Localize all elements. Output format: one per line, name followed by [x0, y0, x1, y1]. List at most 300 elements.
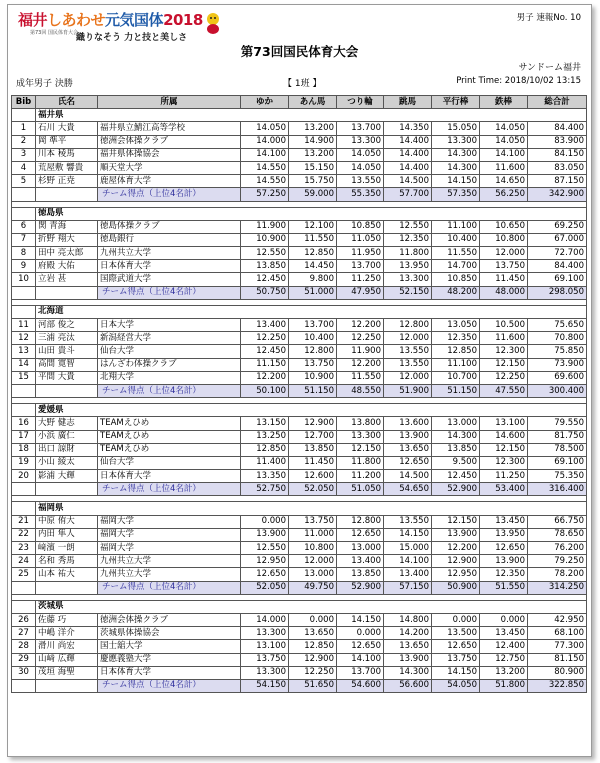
athlete-row — [12, 273, 587, 286]
prefecture-row — [12, 207, 587, 220]
athlete-total: 79.550 — [528, 417, 587, 430]
bib-number: 28 — [12, 640, 36, 653]
team-apparatus-score: 57.700 — [384, 188, 432, 201]
team-spacer-cell — [36, 384, 98, 397]
apparatus-score: 10.800 — [289, 542, 337, 555]
apparatus-score: 12.950 — [241, 555, 289, 568]
athlete-row — [12, 135, 587, 148]
apparatus-score: 14.900 — [289, 135, 337, 148]
athlete-row — [12, 430, 587, 443]
apparatus-score: 11.100 — [432, 220, 480, 233]
apparatus-score: 12.650 — [432, 640, 480, 653]
apparatus-score: 13.700 — [289, 319, 337, 332]
apparatus-score: 12.800 — [289, 345, 337, 358]
affiliation: TEAMえひめ — [98, 443, 241, 456]
athlete-name: 田中 亮太郎 — [36, 247, 98, 260]
apparatus-score: 14.600 — [480, 430, 528, 443]
team-apparatus-score: 54.150 — [241, 679, 289, 692]
logo-title-part: しあわせ — [47, 11, 106, 29]
team-total: 322.850 — [528, 679, 587, 692]
affiliation: 九州共立大学 — [98, 555, 241, 568]
athlete-row — [12, 319, 587, 332]
apparatus-score: 13.700 — [337, 260, 384, 273]
column-header: ゆか — [241, 96, 289, 109]
team-spacer-cell — [12, 286, 36, 299]
prefecture-spacer-cell — [12, 404, 36, 417]
team-score-label: チーム得点（上位4名計） — [98, 286, 241, 299]
team-apparatus-score: 57.150 — [384, 581, 432, 594]
apparatus-score: 11.250 — [337, 273, 384, 286]
apparatus-score: 13.850 — [289, 443, 337, 456]
apparatus-score: 12.900 — [289, 417, 337, 430]
apparatus-score: 13.300 — [432, 135, 480, 148]
bib-number: 18 — [12, 443, 36, 456]
apparatus-score: 11.100 — [432, 358, 480, 371]
athlete-total: 68.100 — [528, 627, 587, 640]
team-apparatus-score: 52.900 — [432, 483, 480, 496]
column-header: Bib — [12, 96, 36, 109]
apparatus-score: 12.300 — [480, 456, 528, 469]
affiliation: はんざわ体操クラブ — [98, 358, 241, 371]
affiliation: 国際武道大学 — [98, 273, 241, 286]
page-title: 第73回国民体育大会 — [240, 44, 359, 59]
apparatus-score: 12.850 — [432, 345, 480, 358]
apparatus-score: 0.000 — [480, 613, 528, 626]
athlete-row — [12, 640, 587, 653]
apparatus-score: 13.300 — [241, 666, 289, 679]
apparatus-score: 13.850 — [432, 443, 480, 456]
athlete-row — [12, 247, 587, 260]
athlete-total: 67.000 — [528, 233, 587, 246]
bib-number: 7 — [12, 233, 36, 246]
affiliation: TEAMえひめ — [98, 430, 241, 443]
team-total: 298.050 — [528, 286, 587, 299]
athlete-total: 66.750 — [528, 515, 587, 528]
athlete-name: 滑川 尚宏 — [36, 640, 98, 653]
apparatus-score: 12.350 — [432, 332, 480, 345]
athlete-total: 69.100 — [528, 273, 587, 286]
apparatus-score: 14.000 — [241, 135, 289, 148]
bib-number: 15 — [12, 371, 36, 384]
logo-slogan: 織りなそう 力と技と美しさ — [76, 33, 188, 43]
athlete-total: 78.200 — [528, 568, 587, 581]
team-apparatus-score: 49.750 — [289, 581, 337, 594]
prefecture-spacer-cell — [12, 305, 36, 318]
apparatus-score: 10.700 — [432, 371, 480, 384]
prefecture-spacer-cell — [12, 600, 36, 613]
athlete-row — [12, 371, 587, 384]
affiliation: 慶應義塾大学 — [98, 653, 241, 666]
apparatus-score: 13.200 — [480, 666, 528, 679]
athlete-row — [12, 456, 587, 469]
apparatus-score: 10.500 — [480, 319, 528, 332]
apparatus-score: 12.150 — [480, 358, 528, 371]
apparatus-score: 13.650 — [384, 443, 432, 456]
apparatus-score: 0.000 — [241, 515, 289, 528]
apparatus-score: 11.450 — [289, 456, 337, 469]
team-apparatus-score: 51.150 — [432, 384, 480, 397]
apparatus-score: 12.100 — [289, 220, 337, 233]
logo-subtitle: 第73回 国民体育大会 — [30, 30, 78, 36]
apparatus-score: 11.250 — [480, 470, 528, 483]
athlete-row — [12, 122, 587, 135]
apparatus-score: 12.950 — [432, 568, 480, 581]
apparatus-score: 13.650 — [289, 627, 337, 640]
affiliation: 日本体育大学 — [98, 470, 241, 483]
apparatus-score: 13.900 — [241, 528, 289, 541]
apparatus-score: 13.300 — [337, 135, 384, 148]
athlete-total: 69.600 — [528, 371, 587, 384]
apparatus-score: 12.850 — [289, 247, 337, 260]
athlete-total: 42.950 — [528, 613, 587, 626]
apparatus-score: 15.150 — [289, 161, 337, 174]
apparatus-score: 11.600 — [480, 332, 528, 345]
apparatus-score: 12.200 — [432, 542, 480, 555]
team-apparatus-score: 53.400 — [480, 483, 528, 496]
apparatus-score: 12.000 — [289, 555, 337, 568]
apparatus-score: 12.150 — [480, 443, 528, 456]
apparatus-score: 0.000 — [289, 613, 337, 626]
team-apparatus-score: 51.550 — [480, 581, 528, 594]
team-apparatus-score: 51.800 — [480, 679, 528, 692]
apparatus-score: 13.900 — [480, 555, 528, 568]
apparatus-score: 11.900 — [337, 345, 384, 358]
apparatus-score: 14.500 — [384, 175, 432, 188]
mascot-icon — [203, 11, 223, 35]
apparatus-score: 12.600 — [289, 470, 337, 483]
apparatus-score: 13.900 — [384, 653, 432, 666]
team-apparatus-score: 52.050 — [289, 483, 337, 496]
group-label: 【 1班 】 — [283, 79, 322, 89]
bib-number: 26 — [12, 613, 36, 626]
bib-number: 16 — [12, 417, 36, 430]
apparatus-score: 9.800 — [289, 273, 337, 286]
team-apparatus-score: 48.200 — [432, 286, 480, 299]
apparatus-score: 11.000 — [289, 528, 337, 541]
team-apparatus-score: 57.350 — [432, 188, 480, 201]
apparatus-score: 13.400 — [337, 555, 384, 568]
apparatus-score: 12.650 — [480, 542, 528, 555]
apparatus-score: 12.200 — [337, 358, 384, 371]
athlete-total: 83.900 — [528, 135, 587, 148]
athlete-row — [12, 542, 587, 555]
team-apparatus-score: 55.350 — [337, 188, 384, 201]
apparatus-score: 13.000 — [337, 542, 384, 555]
apparatus-score: 14.200 — [384, 627, 432, 640]
apparatus-score: 12.250 — [289, 666, 337, 679]
apparatus-score: 14.150 — [337, 613, 384, 626]
athlete-total: 81.750 — [528, 430, 587, 443]
athlete-row — [12, 161, 587, 174]
team-total: 300.400 — [528, 384, 587, 397]
athlete-row — [12, 358, 587, 371]
team-apparatus-score: 51.900 — [384, 384, 432, 397]
apparatus-score: 12.000 — [384, 371, 432, 384]
apparatus-score: 13.750 — [241, 653, 289, 666]
bib-number: 25 — [12, 568, 36, 581]
apparatus-score: 12.650 — [241, 568, 289, 581]
athlete-total: 69.100 — [528, 456, 587, 469]
apparatus-score: 13.300 — [337, 430, 384, 443]
athlete-total: 73.900 — [528, 358, 587, 371]
affiliation: 福岡大学 — [98, 542, 241, 555]
apparatus-score: 14.550 — [241, 175, 289, 188]
athlete-row — [12, 568, 587, 581]
bib-number: 20 — [12, 470, 36, 483]
athlete-row — [12, 345, 587, 358]
athlete-name: 佐藤 巧 — [36, 613, 98, 626]
apparatus-score: 13.800 — [337, 417, 384, 430]
team-spacer-cell — [12, 188, 36, 201]
apparatus-score: 12.250 — [241, 332, 289, 345]
apparatus-score: 14.050 — [337, 161, 384, 174]
apparatus-score: 11.800 — [337, 456, 384, 469]
bib-number: 22 — [12, 528, 36, 541]
athlete-name: 出口 諒財 — [36, 443, 98, 456]
apparatus-score: 14.100 — [337, 653, 384, 666]
apparatus-score: 12.800 — [337, 515, 384, 528]
team-spacer-cell — [36, 483, 98, 496]
apparatus-score: 11.550 — [432, 247, 480, 260]
apparatus-score: 13.100 — [480, 417, 528, 430]
athlete-total: 69.250 — [528, 220, 587, 233]
event-label: 成年男子 決勝 — [16, 79, 73, 89]
athlete-total: 75.850 — [528, 345, 587, 358]
apparatus-score: 14.550 — [241, 161, 289, 174]
athlete-row — [12, 220, 587, 233]
athlete-name: 河部 俊之 — [36, 319, 98, 332]
apparatus-score: 14.150 — [432, 666, 480, 679]
apparatus-score: 13.400 — [384, 568, 432, 581]
apparatus-score: 14.000 — [241, 613, 289, 626]
athlete-total: 76.200 — [528, 542, 587, 555]
prefecture-name: 北海道 — [36, 305, 587, 318]
apparatus-score: 14.400 — [384, 135, 432, 148]
athlete-total: 70.800 — [528, 332, 587, 345]
apparatus-score: 12.150 — [337, 443, 384, 456]
team-score-label: チーム得点（上位4名計） — [98, 679, 241, 692]
affiliation: 徳島体操クラブ — [98, 220, 241, 233]
team-apparatus-score: 54.600 — [337, 679, 384, 692]
prefecture-name: 愛媛県 — [36, 404, 587, 417]
athlete-name: 内田 隼人 — [36, 528, 98, 541]
prefecture-row — [12, 600, 587, 613]
athlete-name: 山田 貴斗 — [36, 345, 98, 358]
apparatus-score: 13.550 — [384, 515, 432, 528]
affiliation: TEAMえひめ — [98, 417, 241, 430]
column-header: 所属 — [98, 96, 241, 109]
team-apparatus-score: 59.000 — [289, 188, 337, 201]
athlete-row — [12, 233, 587, 246]
apparatus-score: 14.300 — [432, 161, 480, 174]
athlete-total: 84.150 — [528, 148, 587, 161]
team-score-label: チーム得点（上位4名計） — [98, 188, 241, 201]
athlete-row — [12, 470, 587, 483]
athlete-row — [12, 653, 587, 666]
venue: サンドーム福井 — [518, 63, 581, 73]
team-spacer-cell — [12, 679, 36, 692]
team-score-row — [12, 188, 587, 201]
apparatus-score: 10.400 — [289, 332, 337, 345]
affiliation: 北翔大学 — [98, 371, 241, 384]
apparatus-score: 11.550 — [337, 371, 384, 384]
athlete-name: 三浦 亮汰 — [36, 332, 98, 345]
apparatus-score: 12.150 — [432, 515, 480, 528]
apparatus-score: 11.900 — [241, 220, 289, 233]
team-score-row — [12, 286, 587, 299]
prefecture-spacer-cell — [12, 109, 36, 122]
affiliation: 国士舘大学 — [98, 640, 241, 653]
affiliation: 徳島銀行 — [98, 233, 241, 246]
prefecture-name: 徳島県 — [36, 207, 587, 220]
apparatus-score: 14.300 — [432, 430, 480, 443]
team-total: 342.900 — [528, 188, 587, 201]
athlete-name: 大野 健志 — [36, 417, 98, 430]
apparatus-score: 13.750 — [480, 260, 528, 273]
prefecture-name: 茨城県 — [36, 600, 587, 613]
athlete-total: 87.150 — [528, 175, 587, 188]
affiliation: 徳洲会体操クラブ — [98, 135, 241, 148]
apparatus-score: 14.350 — [384, 122, 432, 135]
team-total: 316.400 — [528, 483, 587, 496]
apparatus-score: 14.800 — [384, 613, 432, 626]
apparatus-score: 0.000 — [432, 613, 480, 626]
bib-number: 3 — [12, 148, 36, 161]
affiliation: 日本大学 — [98, 319, 241, 332]
affiliation: 茨城県体操協会 — [98, 627, 241, 640]
apparatus-score: 11.050 — [337, 233, 384, 246]
athlete-row — [12, 175, 587, 188]
athlete-row — [12, 555, 587, 568]
apparatus-score: 12.900 — [432, 555, 480, 568]
bib-number: 8 — [12, 247, 36, 260]
bib-number: 11 — [12, 319, 36, 332]
athlete-row — [12, 613, 587, 626]
team-apparatus-score: 51.650 — [289, 679, 337, 692]
prefecture-name: 福岡県 — [36, 502, 587, 515]
apparatus-score: 12.550 — [384, 220, 432, 233]
apparatus-score: 12.650 — [337, 640, 384, 653]
logo-title-part: 2018 — [163, 11, 203, 29]
bib-number: 21 — [12, 515, 36, 528]
athlete-row — [12, 417, 587, 430]
apparatus-score: 11.600 — [480, 161, 528, 174]
prefecture-row — [12, 502, 587, 515]
prefecture-row — [12, 305, 587, 318]
team-apparatus-score: 57.250 — [241, 188, 289, 201]
results-body — [12, 109, 587, 693]
table-header-row — [12, 96, 587, 109]
team-apparatus-score: 51.000 — [289, 286, 337, 299]
athlete-name: 川本 稜馬 — [36, 148, 98, 161]
athlete-total: 83.050 — [528, 161, 587, 174]
apparatus-score: 14.050 — [480, 122, 528, 135]
column-header: つり輪 — [337, 96, 384, 109]
affiliation: 福岡大学 — [98, 515, 241, 528]
apparatus-score: 14.400 — [384, 148, 432, 161]
bib-number: 29 — [12, 653, 36, 666]
prefecture-spacer-cell — [12, 502, 36, 515]
apparatus-score: 14.050 — [480, 135, 528, 148]
team-score-row — [12, 679, 587, 692]
logo-title-part: 国体 — [134, 11, 164, 29]
athlete-total: 84.400 — [528, 122, 587, 135]
apparatus-score: 13.750 — [289, 515, 337, 528]
apparatus-score: 13.000 — [289, 568, 337, 581]
apparatus-score: 12.000 — [384, 332, 432, 345]
athlete-name: 荒屋敷 響貴 — [36, 161, 98, 174]
athlete-name: 中原 侑大 — [36, 515, 98, 528]
team-apparatus-score: 48.550 — [337, 384, 384, 397]
team-score-row — [12, 483, 587, 496]
team-score-row — [12, 581, 587, 594]
apparatus-score: 13.550 — [337, 175, 384, 188]
affiliation: 福井県体操協会 — [98, 148, 241, 161]
apparatus-score: 12.000 — [480, 247, 528, 260]
apparatus-score: 15.750 — [289, 175, 337, 188]
team-spacer-cell — [36, 679, 98, 692]
athlete-name: 折野 翔大 — [36, 233, 98, 246]
athlete-name: 高間 寛智 — [36, 358, 98, 371]
apparatus-score: 14.450 — [289, 260, 337, 273]
bib-number: 5 — [12, 175, 36, 188]
apparatus-score: 11.150 — [241, 358, 289, 371]
affiliation: 仙台大学 — [98, 456, 241, 469]
apparatus-score: 13.350 — [241, 470, 289, 483]
athlete-row — [12, 332, 587, 345]
athlete-total: 81.150 — [528, 653, 587, 666]
apparatus-score: 12.250 — [480, 371, 528, 384]
apparatus-score: 13.200 — [289, 148, 337, 161]
apparatus-score: 14.050 — [241, 122, 289, 135]
apparatus-score: 13.750 — [432, 653, 480, 666]
affiliation: 福井県立鯖江高等学校 — [98, 122, 241, 135]
apparatus-score: 12.650 — [384, 456, 432, 469]
logo-title — [18, 9, 203, 30]
team-score-row — [12, 384, 587, 397]
athlete-name: 平間 大貴 — [36, 371, 98, 384]
apparatus-score: 11.450 — [480, 273, 528, 286]
logo-title-part: 福井 — [18, 11, 48, 29]
apparatus-score: 12.550 — [241, 247, 289, 260]
athlete-row — [12, 260, 587, 273]
athlete-row — [12, 515, 587, 528]
bib-number: 6 — [12, 220, 36, 233]
bib-number: 23 — [12, 542, 36, 555]
team-apparatus-score: 50.100 — [241, 384, 289, 397]
apparatus-score: 13.850 — [241, 260, 289, 273]
apparatus-score: 14.100 — [384, 555, 432, 568]
team-spacer-cell — [12, 581, 36, 594]
apparatus-score: 12.650 — [337, 528, 384, 541]
apparatus-score: 12.850 — [289, 640, 337, 653]
apparatus-score: 11.400 — [241, 456, 289, 469]
apparatus-score: 12.450 — [241, 345, 289, 358]
apparatus-score: 12.350 — [384, 233, 432, 246]
report-number: 男子 速報No. 10 — [516, 13, 581, 23]
team-apparatus-score: 51.050 — [337, 483, 384, 496]
team-apparatus-score: 50.750 — [241, 286, 289, 299]
team-apparatus-score: 54.050 — [432, 679, 480, 692]
team-apparatus-score: 52.150 — [384, 286, 432, 299]
apparatus-score: 13.850 — [337, 568, 384, 581]
athlete-name: 山﨑 広輝 — [36, 653, 98, 666]
athlete-total: 84.400 — [528, 260, 587, 273]
apparatus-score: 13.900 — [384, 430, 432, 443]
athlete-name: 関 青海 — [36, 220, 98, 233]
athlete-name: 府殿 大佑 — [36, 260, 98, 273]
apparatus-score: 12.850 — [241, 443, 289, 456]
